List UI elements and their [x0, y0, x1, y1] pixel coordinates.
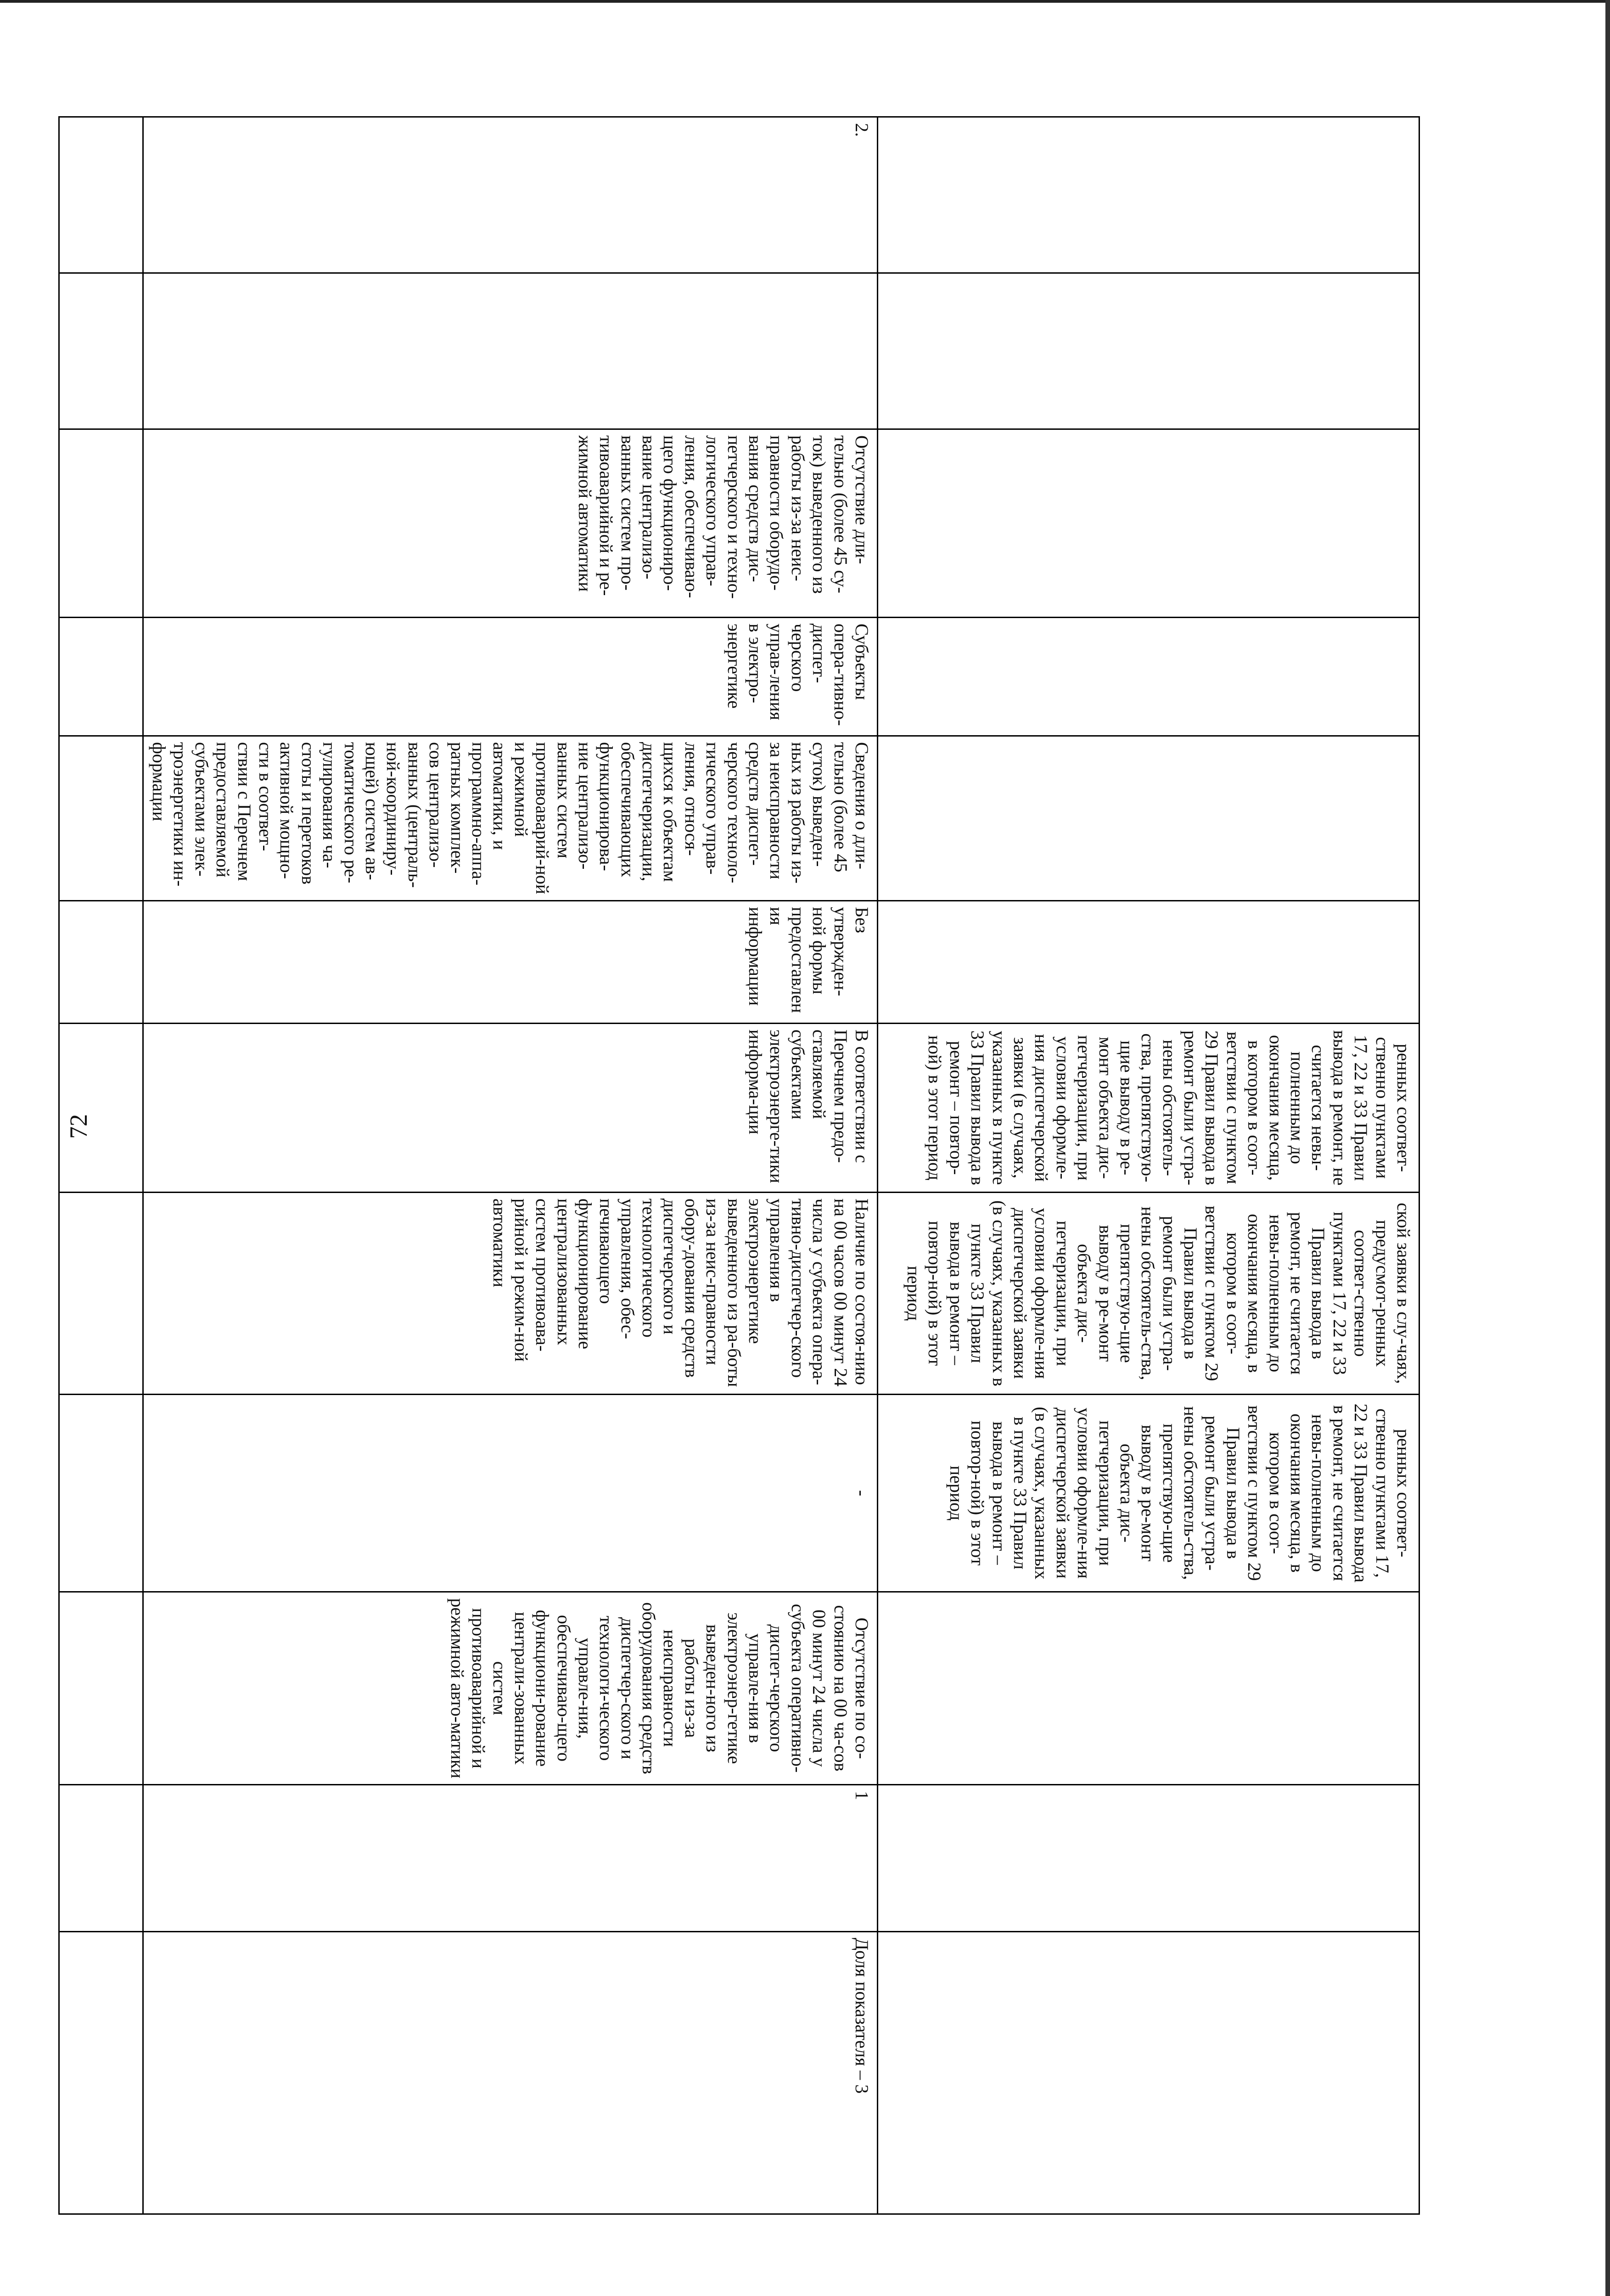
table-cell [878, 429, 1419, 618]
table-cell [59, 1193, 143, 1395]
table-cell: ской заявки в слу-чаях, предусмот-ренных соответ-ственно пунктами 17, 22 и 33 Правил вывода в ремонт, не считается невы-полненным до окончания месяца, в котором в соот-ветствии с пунктом 29 Правил вывода в ремонт были устра-нены обстоятель-ства, препятствую-щие выводу в ре-монт объекта дис-петчеризации, при условии оформле-ния диспетчерской заявки (в случаях, указанных в пункте 33 Правил вывода в ремонт – повтор-ной) в этот период [878, 1193, 1419, 1395]
table-cell: ренных соответ-ственно пунктами 17, 22 и 33 Правил вывода в ремонт, не считается невы-полненным до окончания месяца, в котором в соот-ветствии с пунктом 29 Правил вывода в ремонт были устра-нены обстоятель-ства, препятствую-щие выводу в ре-монт объекта дис-петчеризации, при условии оформле-ния диспетчерской заявки (в случаях, указанных в пункте 33 Правил вывода в ремонт – повтор-ной) в этот период [878, 1395, 1419, 1592]
information-source: Сведения о дли-тельно (более 45 суток) выведен-ных из работы из-за неисправности средств диспет-черского техноло-гического управ-ления, относя-щихся к объектам диспетчеризации, обеспечивающих функционирова-ние централизо-ванных систем противоаварий-ной и режимной автоматики, и программно-аппа-ратных комплек-сов централизо-ванных (централь-ной-координиру-ющей) систем ав-томатического ре-гулирования ча-стоты и перетоков активной мощно-сти в соответ-ствии с Перечнем предоставляемой субъектами элек-троэнергетики ин-формации [143, 736, 877, 901]
table-cell [878, 618, 1419, 736]
indicator-value: 1 [143, 1785, 877, 1932]
table-cell [59, 1785, 143, 1932]
table-cell [59, 1932, 143, 2214]
table-cell [59, 273, 143, 429]
table-cell [59, 1024, 143, 1193]
table-cell [59, 117, 143, 273]
table-cell [878, 1932, 1419, 2214]
indicator-name: Отсутствие дли-тельно (более 45 су-ток) выведенного из работы из-за неис-правности оборудо-вания средств дис-петчерского и техно-логического управ-ления, обеспечиваю-щего функциониро-вание централизо-ванных систем про-тивоаварийной и ре-жимной автоматики [143, 429, 877, 618]
table-cell [59, 618, 143, 736]
table-cell [878, 736, 1419, 901]
table-cell [143, 273, 877, 429]
calculation-condition: Наличие по состоя-нию на 00 часов 00 минут 24 числа у субъекта опера-тивно-диспетчер-ского управления в электроэнергетике выведенного из ра-боты из-за неис-правности обору-дования средств диспетчерского и технологического управления, обес-печивающего функционирование централизованных систем противоава-рийной и режим-ной автоматики [143, 1193, 877, 1395]
table-cell: ренных соответ-ственно пунктами 17, 22 и 33 Правил вывода в ремонт, не считается невы-полненным до окончания месяца, в котором в соот-ветствии с пунктом 29 Правил вывода в ремонт были устра-нены обстоятель-ства, препятствую-щие выводу в ре-монт объекта дис-петчеризации, при условии оформле-ния диспетчерской заявки (в случаях, указанных в пункте 33 Правил вывода в ремонт – повтор-ной) в этот период [878, 1024, 1419, 1193]
table-row [878, 117, 1419, 2214]
page-number: 72 [65, 1114, 92, 1139]
table-cell: - [143, 1395, 877, 1592]
table-cell [59, 1395, 143, 1592]
table-cell [59, 429, 143, 618]
table-cell [59, 736, 143, 901]
table-row [143, 117, 877, 2214]
information-procedure: В соответствии с Перечнем предо-ставляемой субъектами электроэнерге-тики информа-ции [143, 1024, 877, 1193]
table-cell [878, 117, 1419, 273]
table-cell [59, 901, 143, 1024]
table-cell [878, 1785, 1419, 1932]
indicator-share: Доля показателя – 3 [143, 1932, 877, 2214]
table-cell [878, 901, 1419, 1024]
row-number: 2. [143, 117, 877, 273]
table-cell [878, 1592, 1419, 1785]
target-condition: Отсутствие по со-стоянию на 00 ча-сов 00 минут 24 числа у субъекта оперативно-диспет-черского управле-ния в электроэнер-гетике выведен-ного из работы из-за неисправности оборудования средств диспетчер-ского и технологи-ческого управле-ния, обеспечиваю-щего функциони-рование централи-зованных систем противоаварийной и режимной авто-матики [143, 1592, 877, 1785]
indicators-table [58, 116, 1420, 2215]
table-cell [59, 1592, 143, 1785]
information-form: Без утвержден-ной формы предоставления информации [143, 901, 877, 1024]
rotated-table-wrapper [119, 116, 1420, 2213]
table-cell [878, 273, 1419, 429]
scan-right-edge [1605, 0, 1610, 2296]
scan-top-edge [0, 0, 1610, 3]
responsible-subjects: Субъекты опера-тивно-диспет-черского управ-ления в электро-энергетике [143, 618, 877, 736]
table-row [59, 117, 143, 2214]
